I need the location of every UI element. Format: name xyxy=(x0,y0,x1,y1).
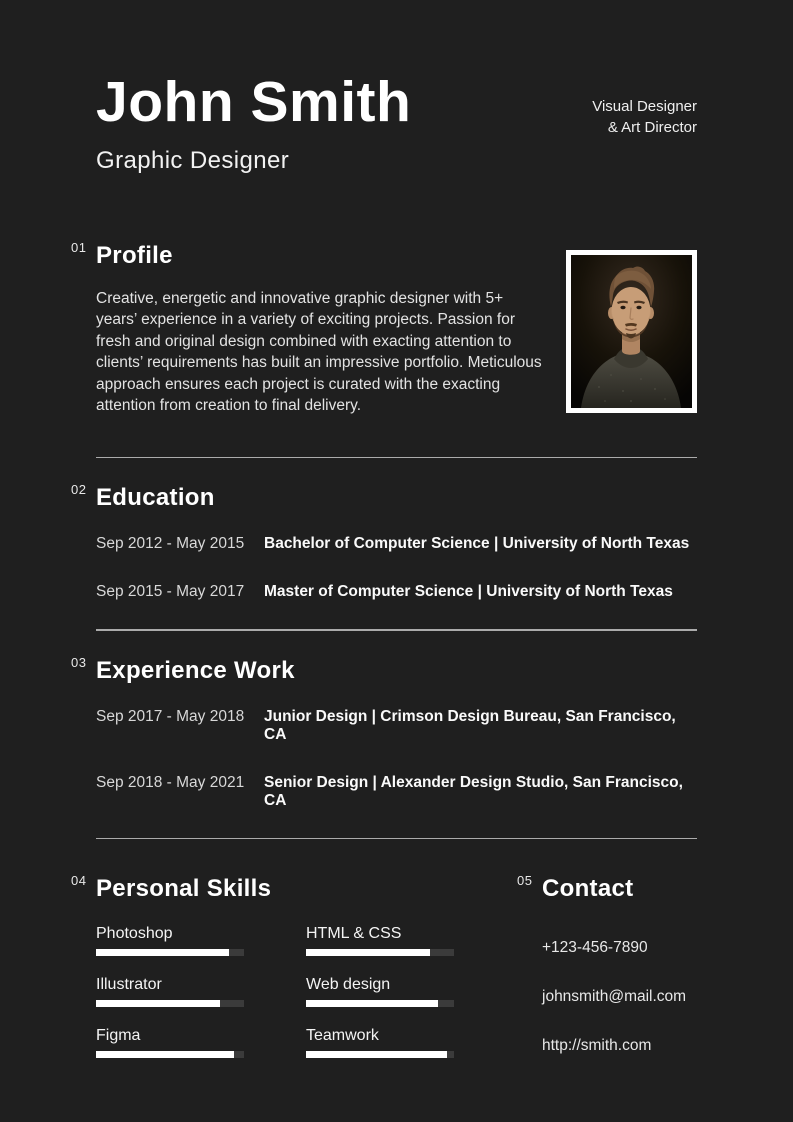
header xyxy=(96,0,697,175)
skill-item xyxy=(96,1027,244,1058)
section-title: Education xyxy=(96,484,215,512)
section-profile xyxy=(71,239,697,417)
skill-item xyxy=(306,925,454,956)
section-contact xyxy=(517,873,697,1086)
contact-heading xyxy=(517,873,697,905)
section-title: Experience Work xyxy=(96,656,295,684)
skill-bar xyxy=(96,1000,244,1007)
experience-period: Sep 2018 - May 2021 xyxy=(96,773,245,791)
portrait-illustration xyxy=(571,255,692,408)
profile-heading xyxy=(71,239,543,272)
skill-bar xyxy=(306,949,454,956)
skill-label: Web design xyxy=(306,976,391,994)
education-description: Bachelor of Computer Science | University of North Texas xyxy=(264,535,690,553)
section-number: 01 xyxy=(71,239,87,255)
education-heading xyxy=(71,482,697,514)
divider xyxy=(96,629,697,631)
section-title: Personal Skills xyxy=(96,875,272,903)
tagline-line-2: & Art Director xyxy=(607,119,697,136)
skill-item xyxy=(306,976,454,1007)
skill-label: Figma xyxy=(96,1027,141,1045)
skills-column-2 xyxy=(306,925,454,1078)
skill-label: HTML & CSS xyxy=(306,925,402,943)
divider xyxy=(96,838,697,840)
divider xyxy=(96,457,697,459)
skills-column-1 xyxy=(96,925,244,1078)
skills-heading xyxy=(71,873,508,905)
person-name: John Smith xyxy=(96,70,412,134)
section-title: Contact xyxy=(542,875,634,903)
contact-email: johnsmith@mail.com xyxy=(542,988,687,1006)
education-item xyxy=(96,535,697,553)
skill-item xyxy=(96,976,244,1007)
experience-description: Junior Design | Crimson Design Bureau, San Francisco, CA xyxy=(264,707,676,743)
skill-bar-fill xyxy=(306,949,430,956)
contact-phone: +123-456-7890 xyxy=(542,939,648,957)
skill-bar xyxy=(306,1051,454,1058)
education-period: Sep 2012 - May 2015 xyxy=(96,535,245,553)
contact-website: http://smith.com xyxy=(542,1037,652,1055)
skill-label: Teamwork xyxy=(306,1027,379,1045)
skill-bar xyxy=(96,1051,244,1058)
skill-bar-fill xyxy=(96,1000,220,1007)
section-number: 05 xyxy=(517,873,533,889)
profile-photo xyxy=(566,250,697,413)
section-number: 04 xyxy=(71,873,87,889)
skill-item xyxy=(96,925,244,956)
experience-heading xyxy=(71,654,697,687)
skill-bar-fill xyxy=(306,1051,447,1058)
tagline-line-1: Visual Designer xyxy=(592,98,697,115)
tagline xyxy=(592,96,697,138)
skill-bar xyxy=(306,1000,454,1007)
education-description: Master of Computer Science | University of North Texas xyxy=(264,583,673,601)
section-number: 02 xyxy=(71,482,87,498)
skill-bar xyxy=(96,949,244,956)
skill-bar-fill xyxy=(96,949,229,956)
experience-item xyxy=(96,774,697,810)
section-number: 03 xyxy=(71,654,87,670)
experience-period: Sep 2017 - May 2018 xyxy=(96,707,245,725)
job-title: Graphic Designer xyxy=(96,146,290,174)
experience-description: Senior Design | Alexander Design Studio, San Francisco, CA xyxy=(264,773,683,809)
section-title: Profile xyxy=(96,241,173,269)
section-skills xyxy=(71,873,508,1086)
experience-item xyxy=(96,708,697,744)
skill-label: Illustrator xyxy=(96,976,162,994)
education-item xyxy=(96,583,697,601)
skill-item xyxy=(306,1027,454,1058)
skill-bar-fill xyxy=(306,1000,438,1007)
section-education xyxy=(71,482,697,601)
section-experience xyxy=(71,654,697,810)
skill-label: Photoshop xyxy=(96,925,173,943)
education-period: Sep 2015 - May 2017 xyxy=(96,583,245,601)
skill-bar-fill xyxy=(96,1051,234,1058)
profile-text: Creative, energetic and innovative graphic designer with 5+ years’ experience in a variety of exciting projects. Passion for fresh and original design combined with exacting attention to clients’ requirements has built an impressive portfolio. Meticulous approach ensures each project is curated with the exacting attention from creation to final delivery. xyxy=(96,289,542,415)
